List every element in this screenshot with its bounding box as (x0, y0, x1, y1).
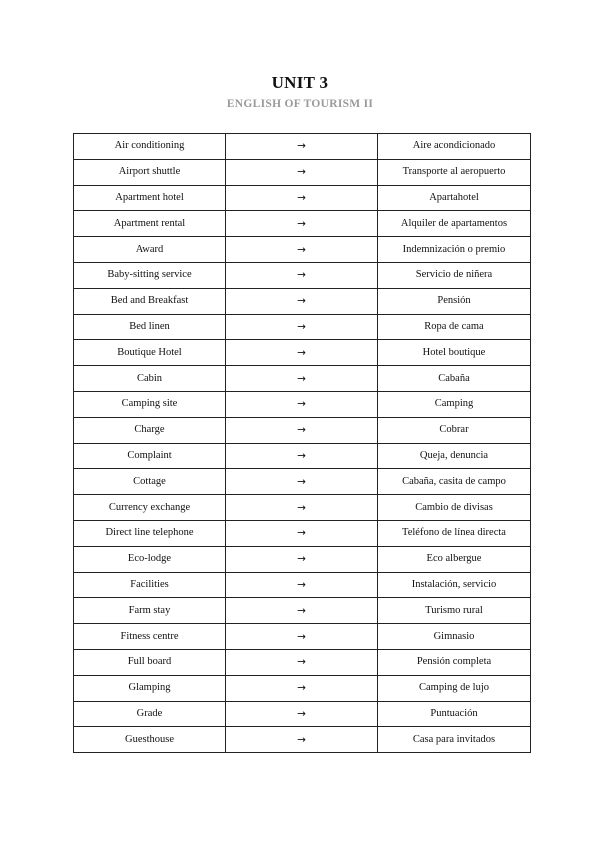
spanish-translation: Alquiler de apartamentos (378, 211, 531, 237)
right-arrow-icon: → (226, 624, 378, 650)
page-subtitle: ENGLISH OF TOURISM II (226, 98, 374, 110)
right-arrow-icon: → (226, 366, 378, 392)
english-term: Currency exchange (74, 495, 226, 521)
table-row (74, 649, 531, 675)
english-term: Grade (74, 701, 226, 727)
english-term: Cottage (74, 469, 226, 495)
glossary-table (73, 133, 531, 753)
table-row (74, 288, 531, 314)
spanish-translation: Eco albergue (378, 546, 531, 572)
right-arrow-icon: → (226, 727, 378, 753)
table-row (74, 237, 531, 263)
right-arrow-icon: → (226, 572, 378, 598)
english-term: Charge (74, 417, 226, 443)
spanish-translation: Hotel boutique (378, 340, 531, 366)
spanish-translation: Cabaña, casita de campo (378, 469, 531, 495)
table-row (74, 727, 531, 753)
right-arrow-icon: → (226, 469, 378, 495)
spanish-translation: Indemnización o premio (378, 237, 531, 263)
english-term: Bed linen (74, 314, 226, 340)
spanish-translation: Ropa de cama (378, 314, 531, 340)
table-row (74, 546, 531, 572)
table-row (74, 159, 531, 185)
page-header (0, 72, 600, 112)
spanish-translation: Cabaña (378, 366, 531, 392)
english-term: Guesthouse (74, 727, 226, 753)
spanish-translation: Queja, denuncia (378, 443, 531, 469)
table-row (74, 520, 531, 546)
right-arrow-icon: → (226, 314, 378, 340)
table-row (74, 701, 531, 727)
table-row (74, 495, 531, 521)
table-row (74, 675, 531, 701)
english-term: Direct line telephone (74, 520, 226, 546)
glossary-table-body (74, 134, 531, 753)
spanish-translation: Transporte al aeropuerto (378, 159, 531, 185)
spanish-translation: Turismo rural (378, 598, 531, 624)
english-term: Facilities (74, 572, 226, 598)
table-row (74, 391, 531, 417)
spanish-translation: Instalación, servicio (378, 572, 531, 598)
english-term: Cabin (74, 366, 226, 392)
table-row (74, 211, 531, 237)
right-arrow-icon: → (226, 134, 378, 160)
spanish-translation: Camping de lujo (378, 675, 531, 701)
right-arrow-icon: → (226, 288, 378, 314)
spanish-translation: Pensión completa (378, 649, 531, 675)
right-arrow-icon: → (226, 237, 378, 263)
spanish-translation: Teléfono de línea directa (378, 520, 531, 546)
table-row (74, 469, 531, 495)
right-arrow-icon: → (226, 675, 378, 701)
page-title: UNIT 3 (271, 73, 329, 92)
table-row (74, 262, 531, 288)
spanish-translation: Gimnasio (378, 624, 531, 650)
english-term: Airport shuttle (74, 159, 226, 185)
right-arrow-icon: → (226, 598, 378, 624)
right-arrow-icon: → (226, 211, 378, 237)
table-row (74, 624, 531, 650)
spanish-translation: Casa para invitados (378, 727, 531, 753)
right-arrow-icon: → (226, 649, 378, 675)
table-row (74, 366, 531, 392)
spanish-translation: Camping (378, 391, 531, 417)
table-row (74, 340, 531, 366)
table-row (74, 572, 531, 598)
spanish-translation: Aire acondicionado (378, 134, 531, 160)
right-arrow-icon: → (226, 701, 378, 727)
english-term: Bed and Breakfast (74, 288, 226, 314)
english-term: Full board (74, 649, 226, 675)
english-term: Boutique Hotel (74, 340, 226, 366)
right-arrow-icon: → (226, 495, 378, 521)
english-term: Apartment hotel (74, 185, 226, 211)
english-term: Apartment rental (74, 211, 226, 237)
table-row (74, 314, 531, 340)
english-term: Complaint (74, 443, 226, 469)
english-term: Camping site (74, 391, 226, 417)
english-term: Glamping (74, 675, 226, 701)
english-term: Fitness centre (74, 624, 226, 650)
right-arrow-icon: → (226, 520, 378, 546)
right-arrow-icon: → (226, 443, 378, 469)
spanish-translation: Cambio de divisas (378, 495, 531, 521)
english-term: Farm stay (74, 598, 226, 624)
right-arrow-icon: → (226, 546, 378, 572)
english-term: Baby-sitting service (74, 262, 226, 288)
right-arrow-icon: → (226, 185, 378, 211)
right-arrow-icon: → (226, 262, 378, 288)
table-row (74, 134, 531, 160)
table-row (74, 443, 531, 469)
spanish-translation: Pensión (378, 288, 531, 314)
right-arrow-icon: → (226, 340, 378, 366)
english-term: Award (74, 237, 226, 263)
spanish-translation: Puntuación (378, 701, 531, 727)
right-arrow-icon: → (226, 159, 378, 185)
table-row (74, 185, 531, 211)
spanish-translation: Servicio de niñera (378, 262, 531, 288)
spanish-translation: Cobrar (378, 417, 531, 443)
english-term: Eco-lodge (74, 546, 226, 572)
spanish-translation: Apartahotel (378, 185, 531, 211)
english-term: Air conditioning (74, 134, 226, 160)
right-arrow-icon: → (226, 391, 378, 417)
table-row (74, 598, 531, 624)
right-arrow-icon: → (226, 417, 378, 443)
table-row (74, 417, 531, 443)
